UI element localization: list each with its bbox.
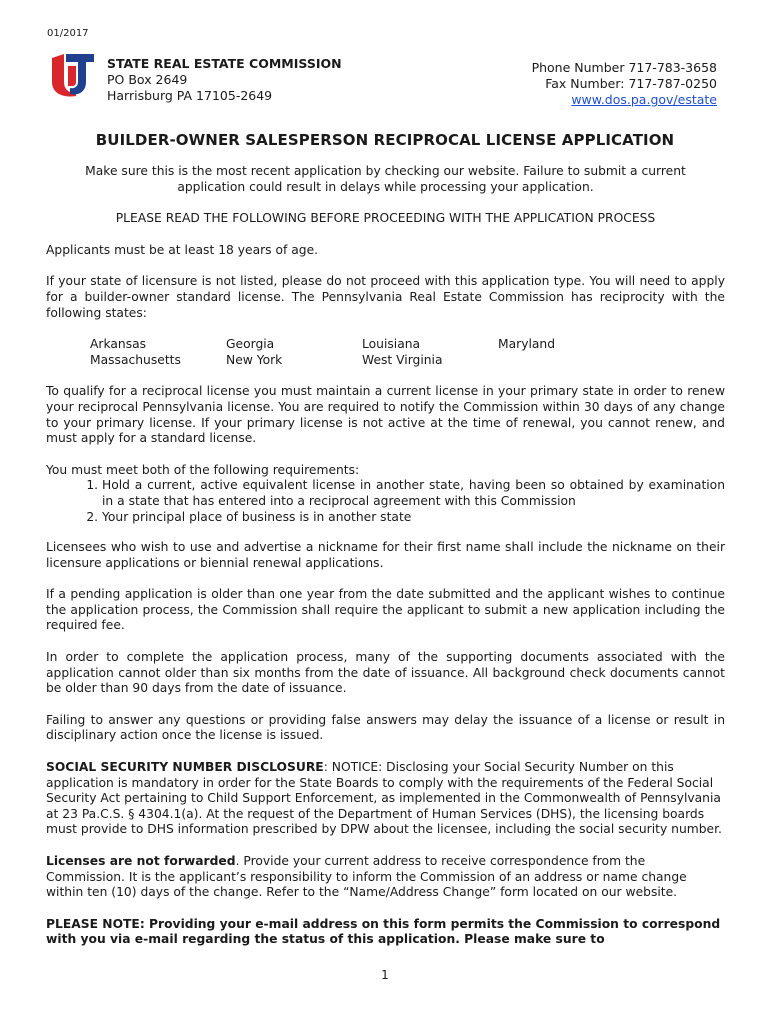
page-title: BUILDER-OWNER SALESPERSON RECIPROCAL LICENSE APPLICATION bbox=[95, 131, 675, 149]
page-number: 1 bbox=[381, 968, 389, 982]
requirement-item: 1. Hold a current, active equivalent license in another state, having been so obtained by examination in a state that has entered into a reciprocal agreement with this Commission bbox=[102, 478, 725, 509]
not-forwarded-paragraph bbox=[46, 854, 725, 901]
state-item: New York bbox=[226, 352, 283, 367]
not-forwarded-text: . Provide your current address to receive correspondence from the Commission. It is the applicant’s responsibility to inform the Commission of an address or name change within ten (10) days of the change. Refer to the “Name/Address Change” form located on our website. bbox=[46, 854, 687, 900]
not-forwarded-heading: Licenses are not forwarded bbox=[46, 854, 236, 868]
email-note-paragraph: PLEASE NOTE: Providing your e-mail address on this form permits the Commission to correspond with you via e-mail regarding the status of this application. Please make sure to bbox=[46, 916, 721, 947]
not-listed-paragraph: If your state of licensure is not listed, please do not proceed with this application type. You will need to apply for a builder-owner standard license. The Pennsylvania Real Estate Commission has reciprocity with the following states: bbox=[46, 274, 725, 320]
reciprocity-states bbox=[90, 337, 725, 368]
instructions-body bbox=[46, 164, 725, 948]
ssn-heading: SOCIAL SECURITY NUMBER DISCLOSURE bbox=[46, 760, 324, 775]
requirements-intro: You must meet both of the following requirements: bbox=[46, 462, 360, 477]
state-item: West Virginia bbox=[362, 352, 443, 367]
state-item: Louisiana bbox=[362, 337, 421, 352]
check-website-line-1: Make sure this is the most recent application by checking our website. Failure to submit a current bbox=[85, 164, 686, 178]
state-item: Georgia bbox=[226, 337, 275, 352]
read-before-notice: PLEASE READ THE FOLLOWING BEFORE PROCEEDING WITH THE APPLICATION PROCESS bbox=[115, 211, 656, 226]
org-city-state-zip: Harrisburg PA 17105-2649 bbox=[107, 88, 273, 103]
requirements-list bbox=[46, 478, 725, 525]
supporting-documents-paragraph: In order to complete the application process, many of the supporting documents associated with the application cannot older than six months from the date of issuance. All background check documents cannot be older than 90 days from the date of issuance. bbox=[46, 650, 725, 696]
qualify-paragraph: To qualify for a reciprocal license you must maintain a current license in your primary state in order to renew your reciprocal Pennsylvania license. You are required to notify the Commission within 30 days of any change to your primary license. If your primary license is not active at the time of renewal, you cannot renew, and must apply for a standard license. bbox=[46, 384, 725, 446]
ssn-disclosure-paragraph bbox=[46, 760, 725, 838]
state-item: Arkansas bbox=[90, 337, 147, 352]
revision-date: 01/2017 bbox=[47, 28, 89, 39]
requirement-item: 2. Your principal place of business is in another state bbox=[102, 510, 725, 526]
org-name: STATE REAL ESTATE COMMISSION bbox=[107, 56, 342, 71]
state-item: Massachusetts bbox=[90, 352, 181, 367]
pending-application-paragraph: If a pending application is older than one year from the date submitted and the applicant wishes to continue the application process, the Commission shall require the applicant to submit a new application including the required fee. bbox=[46, 587, 725, 633]
state-item: Maryland bbox=[498, 337, 556, 352]
check-website-line-2: application could result in delays while processing your application. bbox=[177, 179, 594, 194]
pa-keystone-logo bbox=[50, 52, 96, 98]
phone-number: Phone Number 717-783-3658 bbox=[531, 60, 717, 75]
false-answers-paragraph: Failing to answer any questions or providing false answers may delay the issuance of a license or result in disciplinary action once the license is issued. bbox=[46, 712, 725, 743]
nickname-paragraph: Licensees who wish to use and advertise a nickname for their first name shall include the nickname on their licensure applications or biennial renewal applications. bbox=[46, 540, 725, 570]
org-address-block bbox=[107, 56, 342, 104]
website-link[interactable]: www.dos.pa.gov/estate bbox=[571, 92, 717, 107]
org-po-box: PO Box 2649 bbox=[107, 72, 188, 87]
age-requirement: Applicants must be at least 18 years of age. bbox=[46, 242, 319, 257]
contact-block bbox=[532, 60, 717, 108]
fax-number: Fax Number: 717-787-0250 bbox=[545, 76, 717, 91]
check-website-notice bbox=[46, 164, 725, 195]
ssn-text: : NOTICE: Disclosing your Social Security Number on this application is mandatory in order for the State Boards to comply with the requirements of the Federal Social Security Act pertaining to Child Support Enforcement, as implemented in the Commonwealth of Pennsylvania at 23 Pa.C.S. § 4304.1(a). At the request of the Department of Human Services (DHS), the licensing boards must provide to DHS information prescribed by DPW about the licensee, including the social security number. bbox=[46, 760, 722, 837]
